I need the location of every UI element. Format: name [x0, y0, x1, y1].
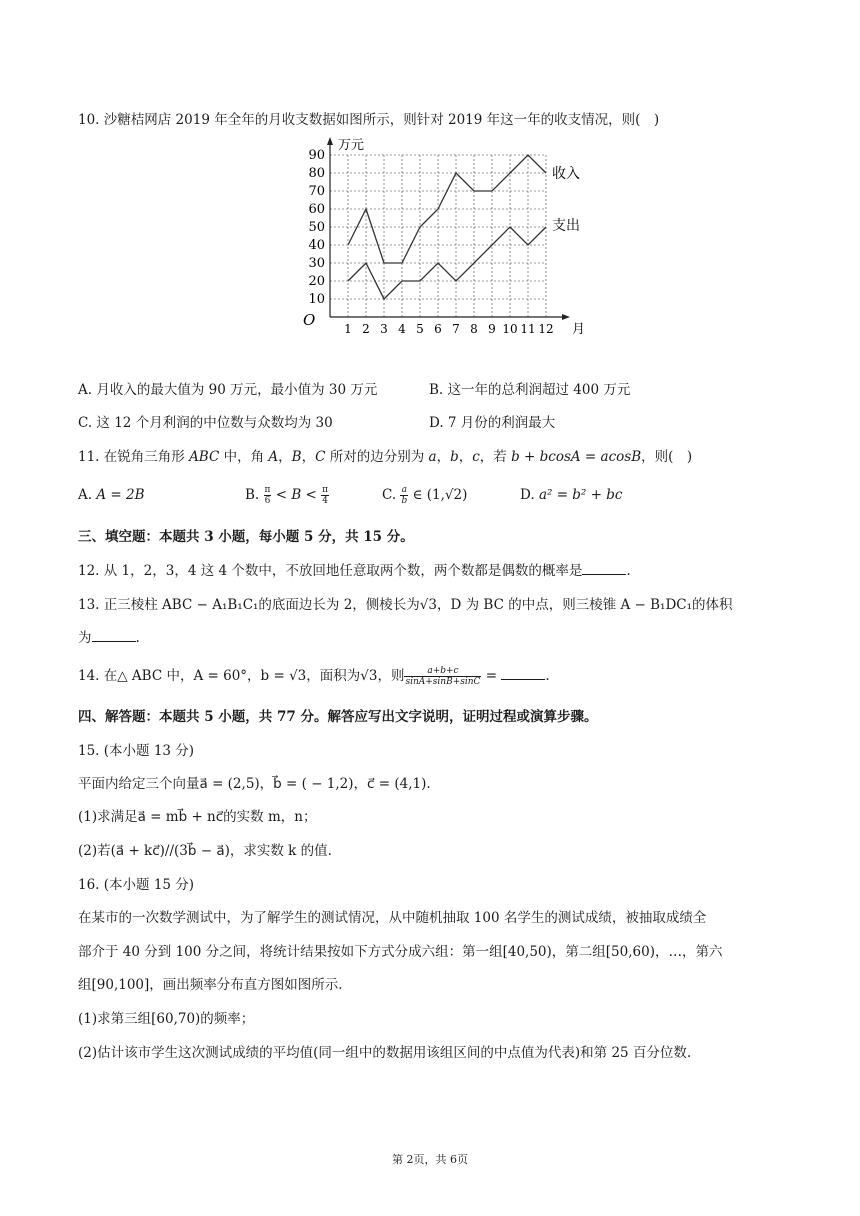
x-tick-label: 6: [434, 322, 442, 336]
x-tick-label: 2: [362, 322, 370, 336]
q15-given: 平面内给定三个向量a⃗ = (2,5)，b⃗ = ( − 1,2)，c⃗ = (4,1).: [78, 776, 431, 792]
q16-line1: 在某市的一次数学测试中，为了解学生的测试情况，从中随机抽取 100 名学生的测试成绩，被抽取成绩全: [78, 910, 707, 926]
x-tick-label: 1: [344, 322, 352, 336]
x-tick-label: 8: [470, 322, 478, 336]
x-tick-label: 11: [520, 322, 536, 336]
x-tick-label: 3: [380, 322, 388, 336]
y-tick-label: 10: [308, 292, 325, 307]
q13-line2: 为 .: [78, 630, 140, 646]
q16-part1: (1)求第三组[60,70)的频率；: [78, 1011, 255, 1027]
x-axis-label: 月: [572, 322, 585, 337]
x-tick-label: 4: [398, 322, 406, 336]
y-tick-label: 50: [308, 220, 325, 235]
x-tick-label: 10: [502, 322, 518, 336]
y-tick-label: 90: [308, 148, 325, 163]
q11-option-c: C. $\frac{a}{b}$ ∈ (1,√2): [382, 485, 468, 506]
q14: 14. 在△ ABC 中，A = 60°，b = √3，面积为√3，则 $\frac{a+b+c}{\sin A+\sin B+\sin C}$ = .: [78, 666, 550, 687]
q15-part2: (2)若(a⃗ + kc⃗)//(3b⃗ − a⃗)，求实数 k 的值.: [78, 843, 332, 859]
x-tick-label: 12: [538, 322, 554, 336]
y-axis-arrow: [327, 137, 333, 145]
q16-line3: 组[90,100]，画出频率分布直方图如图所示.: [78, 977, 343, 993]
section-3-heading: 三、填空题：本题共 3 小题，每小题 5 分，共 15 分。: [78, 529, 414, 545]
q10-stem: 10. 沙糖桔网店 2019 年全年的月收支数据如图所示，则针对 2019 年这一年的收支情况，则( ): [78, 112, 660, 128]
q11-option-d: D. a² = b² + bc: [520, 487, 623, 503]
q11-option-a: A. A = 2B: [78, 487, 145, 503]
q11-option-b: B. $\frac{\pi}{6}$ < B < $\frac{\pi}{4}$: [245, 485, 329, 506]
x-tick-label: 7: [452, 322, 460, 336]
q12: 12. 从 1，2，3，4 这 4 个数中，不放回地任意取两个数，两个数都是偶数的概率是 .: [78, 563, 631, 579]
answer-blank: [92, 629, 136, 642]
q16-part2: (2)估计该市学生这次测试成绩的平均值(同一组中的数据用该组区间的中点值为代表)和第 25 百分位数.: [78, 1045, 692, 1061]
y-tick-label: 70: [308, 184, 325, 199]
y-tick-label: 40: [308, 238, 325, 253]
q15-part1: (1)求满足a⃗ = mb⃗ + nc⃗的实数 m，n；: [78, 809, 317, 825]
series-label: 支出: [552, 218, 580, 234]
q10-option-c: C. 这 12 个月利润的中位数与众数均为 30: [78, 415, 333, 431]
q10-option-b: B. 这一年的总利润超过 400 万元: [429, 382, 631, 398]
x-tick-label: 5: [416, 322, 424, 336]
section-4-heading: 四、解答题：本题共 5 小题，共 77 分。解答应写出文字说明，证明过程或演算步骤。: [78, 709, 598, 725]
q11-stem: 11. 在锐角三角形 ABC 中，角 A，B，C 所对的边分别为 a，b，c，若 b + bcosA = acosB，则( ): [78, 449, 693, 465]
y-tick-label: 30: [308, 256, 325, 271]
y-tick-label: 20: [308, 274, 325, 289]
answer-blank: [501, 667, 545, 680]
q10-option-d: D. 7 月份的利润最大: [429, 415, 556, 431]
q15-heading: 15. (本小题 13 分): [78, 743, 195, 759]
q16-line2: 部介于 40 分到 100 分之间，将统计结果按如下方式分成六组：第一组[40,50)，第二组[50,60)，…，第六: [78, 944, 723, 960]
x-tick-label: 9: [488, 322, 496, 336]
origin-label: O: [303, 311, 316, 329]
q13-line1: 13. 正三棱柱 ABC − A₁B₁C₁的底面边长为 2，侧棱长为√3，D 为 BC 的中点，则三棱锥 A − B₁DC₁的体积: [78, 597, 733, 613]
x-axis-arrow: [562, 314, 570, 320]
y-tick-label: 60: [308, 202, 325, 217]
q16-heading: 16. (本小题 15 分): [78, 877, 195, 893]
series-label: 收入: [552, 166, 580, 182]
page-footer: 第 2页，共 6页: [392, 1153, 468, 1166]
y-tick-label: 80: [308, 166, 325, 181]
income-expense-line-chart: [285, 135, 585, 350]
q10-option-a: A. 月收入的最大值为 90 万元，最小值为 30 万元: [78, 382, 378, 398]
answer-blank: [582, 562, 626, 575]
y-axis-label: 万元: [338, 138, 365, 153]
